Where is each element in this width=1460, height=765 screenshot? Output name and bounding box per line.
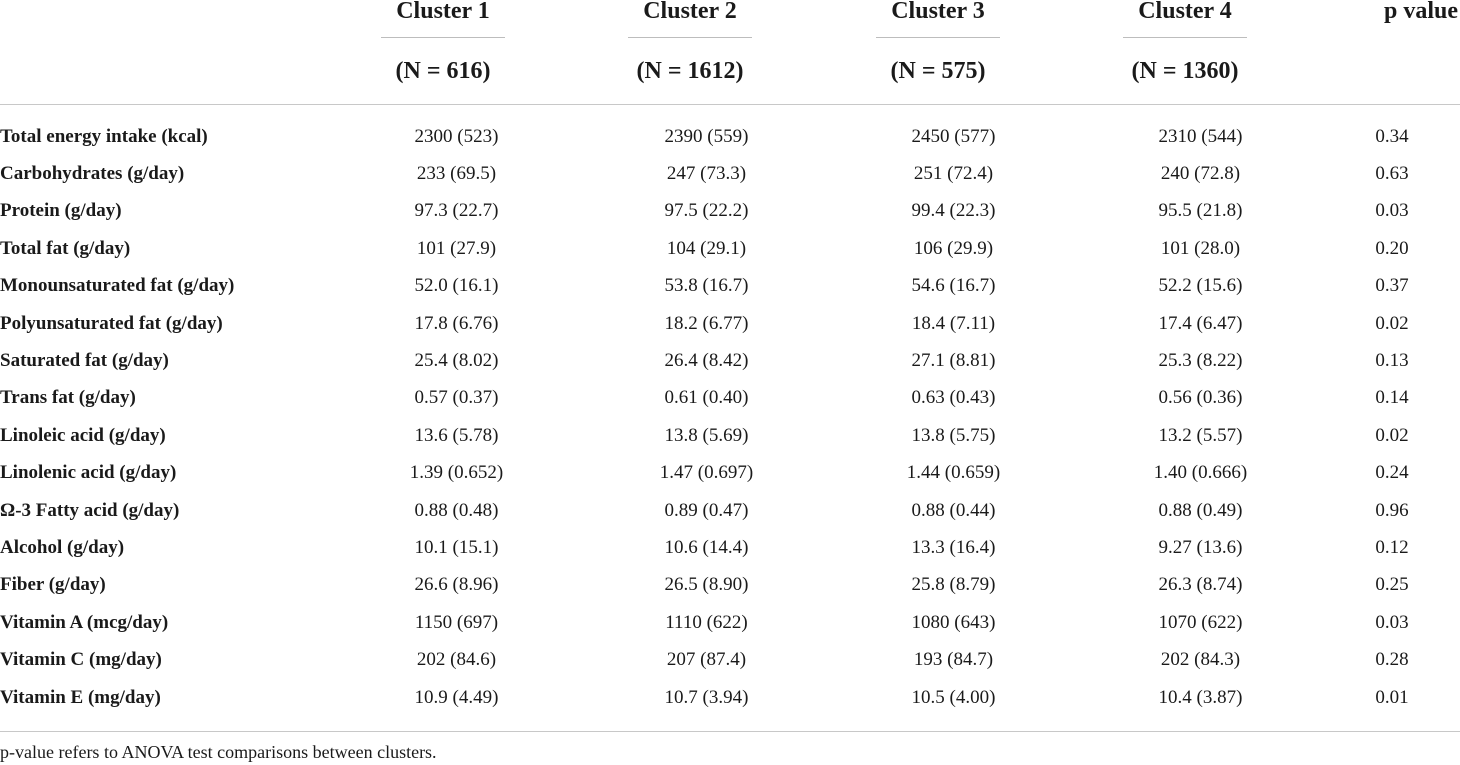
table-row: [0, 567, 1460, 604]
cluster-2-cell: 97.5 (22.2): [664, 200, 749, 222]
cluster-1-title: Cluster 1: [396, 0, 490, 24]
cluster-3-cell: 27.1 (8.81): [911, 350, 996, 372]
cluster-2-cell: 26.5 (8.90): [664, 574, 749, 596]
cluster-4-cell: 1.40 (0.666): [1153, 462, 1248, 484]
cluster-1-cell: 2300 (523): [414, 125, 499, 147]
cluster-2-cell: 13.8 (5.69): [664, 424, 749, 446]
cluster-2-count: (N = 1612): [636, 58, 744, 84]
cluster-1-cell: 13.6 (5.78): [414, 424, 499, 446]
p-value-cell: 0.02: [1375, 424, 1409, 446]
cluster-2-cell: 207 (87.4): [666, 649, 747, 671]
row-label: Total energy intake (kcal): [0, 125, 208, 147]
p-value-cell: 0.20: [1375, 237, 1409, 259]
table-row: [0, 417, 1460, 454]
cluster-3-cell: 99.4 (22.3): [911, 200, 996, 222]
header-divider: [381, 37, 505, 38]
row-label: Total fat (g/day): [0, 237, 131, 259]
table-body: [0, 118, 1460, 716]
cluster-1-cell: 97.3 (22.7): [414, 200, 499, 222]
table-row: [0, 230, 1460, 267]
cluster-1-cell: 202 (84.6): [416, 649, 497, 671]
row-label: Trans fat (g/day): [0, 387, 136, 409]
row-label: Linolenic acid (g/day): [0, 462, 177, 484]
cluster-2-cell: 2390 (559): [664, 125, 749, 147]
cluster-4-cell: 0.56 (0.36): [1158, 387, 1243, 409]
cluster-4-cell: 25.3 (8.22): [1158, 350, 1243, 372]
cluster-4-cell: 0.88 (0.49): [1158, 499, 1243, 521]
cluster-3-cell: 1.44 (0.659): [906, 462, 1001, 484]
cluster-3-cell: 0.88 (0.44): [911, 499, 996, 521]
row-label: Vitamin C (mg/day): [0, 649, 162, 671]
p-value-cell: 0.25: [1375, 574, 1409, 596]
cluster-4-title: Cluster 4: [1138, 0, 1232, 24]
cluster-2-cell: 247 (73.3): [666, 163, 747, 185]
cluster-4-cell: 1070 (622): [1158, 611, 1243, 633]
cluster-3-cell: 1080 (643): [911, 611, 996, 633]
row-label: Carbohydrates (g/day): [0, 163, 185, 185]
p-value-cell: 0.13: [1375, 350, 1409, 372]
cluster-2-cell: 53.8 (16.7): [664, 275, 749, 297]
cluster-3-cell: 2450 (577): [911, 125, 996, 147]
cluster-1-cell: 26.6 (8.96): [414, 574, 499, 596]
cluster-2-cell: 0.89 (0.47): [664, 499, 749, 521]
cluster-2-cell: 104 (29.1): [666, 237, 747, 259]
cluster-3-cell: 18.4 (7.11): [911, 312, 996, 334]
p-value-header: p value: [1383, 0, 1458, 24]
cluster-4-cell: 202 (84.3): [1160, 649, 1241, 671]
p-value-cell: 0.63: [1375, 163, 1409, 185]
table-row: [0, 492, 1460, 529]
cluster-2-cell: 1110 (622): [665, 611, 748, 633]
cluster-3-cell: 10.5 (4.00): [911, 686, 996, 708]
header-divider: [628, 37, 752, 38]
cluster-3-count: (N = 575): [890, 58, 986, 84]
cluster-2-cell: 26.4 (8.42): [664, 350, 749, 372]
table-row: [0, 268, 1460, 305]
cluster-1-cell: 233 (69.5): [416, 163, 497, 185]
cluster-3-cell: 193 (84.7): [913, 649, 994, 671]
p-value-cell: 0.34: [1375, 125, 1409, 147]
row-label: Polyunsaturated fat (g/day): [0, 312, 223, 334]
row-label: Monounsaturated fat (g/day): [0, 275, 235, 297]
cluster-1-cell: 101 (27.9): [416, 237, 497, 259]
footnote: p-value refers to ANOVA test comparisons between clusters.: [0, 742, 437, 762]
cluster-1-cell: 17.8 (6.76): [414, 312, 499, 334]
cluster-3-title: Cluster 3: [891, 0, 985, 24]
table-row: [0, 529, 1460, 566]
table-row: [0, 342, 1460, 379]
cluster-3-cell: 106 (29.9): [913, 237, 994, 259]
row-label: Saturated fat (g/day): [0, 350, 169, 372]
cluster-4-cell: 95.5 (21.8): [1158, 200, 1243, 222]
p-value-cell: 0.12: [1375, 536, 1409, 558]
cluster-4-cell: 52.2 (15.6): [1158, 275, 1243, 297]
row-label: Fiber (g/day): [0, 574, 106, 596]
cluster-3-cell: 25.8 (8.79): [911, 574, 996, 596]
cluster-1-cell: 0.88 (0.48): [414, 499, 499, 521]
cluster-4-count: (N = 1360): [1131, 58, 1239, 84]
cluster-2-cell: 0.61 (0.40): [664, 387, 749, 409]
row-label: Ω-3 Fatty acid (g/day): [0, 499, 180, 521]
cluster-1-cell: 1150 (697): [414, 611, 499, 633]
p-value-cell: 0.37: [1375, 275, 1409, 297]
cluster-2-cell: 1.47 (0.697): [659, 462, 754, 484]
p-value-cell: 0.28: [1375, 649, 1409, 671]
cluster-2-title: Cluster 2: [643, 0, 737, 24]
cluster-1-cell: 10.9 (4.49): [414, 686, 499, 708]
table-row: [0, 641, 1460, 678]
row-label: Protein (g/day): [0, 200, 122, 222]
row-label: Linoleic acid (g/day): [0, 424, 166, 446]
cluster-3-cell: 54.6 (16.7): [911, 275, 996, 297]
cluster-2-cell: 18.2 (6.77): [664, 312, 749, 334]
cluster-3-cell: 0.63 (0.43): [911, 387, 996, 409]
table-row: [0, 380, 1460, 417]
cluster-2-cell: 10.6 (14.4): [664, 536, 749, 558]
table-row: [0, 305, 1460, 342]
cluster-1-count: (N = 616): [395, 58, 491, 84]
p-value-cell: 0.14: [1375, 387, 1409, 409]
table-row: [0, 193, 1460, 230]
table-row: [0, 604, 1460, 641]
table-row: [0, 155, 1460, 192]
row-label: Alcohol (g/day): [0, 536, 125, 558]
cluster-3-cell: 13.8 (5.75): [911, 424, 996, 446]
cluster-4-cell: 101 (28.0): [1160, 237, 1241, 259]
p-value-cell: 0.03: [1375, 200, 1409, 222]
header-divider: [1123, 37, 1247, 38]
cluster-3-cell: 251 (72.4): [913, 163, 994, 185]
cluster-4-cell: 10.4 (3.87): [1158, 686, 1243, 708]
header-divider: [876, 37, 1000, 38]
p-value-cell: 0.03: [1375, 611, 1409, 633]
cluster-4-cell: 9.27 (13.6): [1158, 536, 1243, 558]
data-table: [0, 118, 1460, 716]
row-label: Vitamin A (mcg/day): [0, 611, 169, 633]
table-row: [0, 118, 1460, 155]
p-value-cell: 0.02: [1375, 312, 1409, 334]
table-bottom-rule: [0, 731, 1460, 732]
cluster-3-cell: 13.3 (16.4): [911, 536, 996, 558]
cluster-4-cell: 2310 (544): [1158, 125, 1243, 147]
p-value-cell: 0.24: [1375, 462, 1409, 484]
row-label: Vitamin E (mg/day): [0, 686, 161, 708]
cluster-4-cell: 240 (72.8): [1160, 163, 1241, 185]
cluster-1-cell: 25.4 (8.02): [414, 350, 499, 372]
p-value-cell: 0.01: [1375, 686, 1409, 708]
cluster-1-cell: 10.1 (15.1): [414, 536, 499, 558]
cluster-4-cell: 13.2 (5.57): [1158, 424, 1243, 446]
header-bottom-rule: [0, 104, 1460, 105]
cluster-4-cell: 17.4 (6.47): [1158, 312, 1243, 334]
cluster-1-cell: 1.39 (0.652): [409, 462, 504, 484]
cluster-1-cell: 52.0 (16.1): [414, 275, 499, 297]
cluster-4-cell: 26.3 (8.74): [1158, 574, 1243, 596]
p-value-cell: 0.96: [1375, 499, 1409, 521]
cluster-1-cell: 0.57 (0.37): [414, 387, 499, 409]
table-row: [0, 455, 1460, 492]
cluster-2-cell: 10.7 (3.94): [664, 686, 749, 708]
table-row: [0, 679, 1460, 716]
